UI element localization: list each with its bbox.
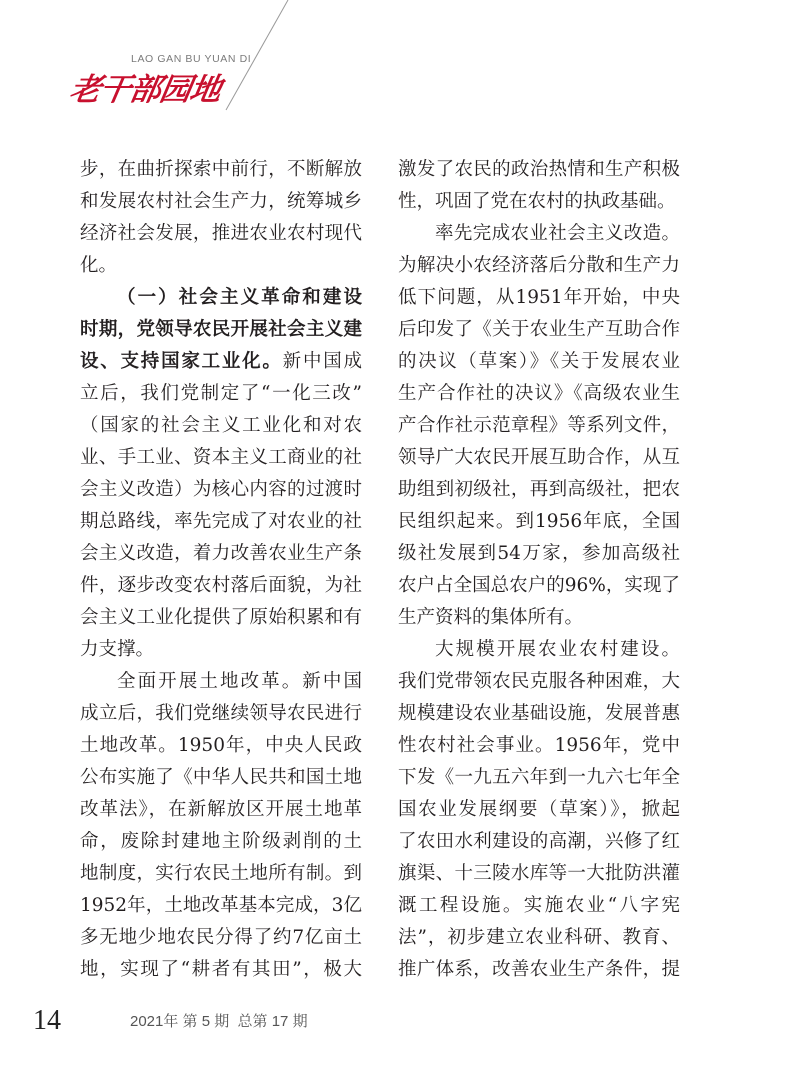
text-line: 级社发展到54万家，参加高级社 (398, 543, 680, 564)
text-line (80, 346, 362, 378)
text-line: 激发了农民的政治热情和生产积极 (398, 159, 680, 180)
paragraph-lead-line: 大规模开展农业农村建设。 (435, 639, 680, 660)
text-line: 下发《一九五六年到一九六七年全 (398, 767, 680, 788)
section-heading-line: 时期，党领导农民开展社会主义建 (80, 319, 362, 340)
issue-info: 2021年 第 5 期 总第 17 期 (130, 1013, 308, 1030)
text-line: 成立后，我们党继续领导农民进行 (80, 703, 362, 724)
text-line: 会主义改造，着力改善农业生产条 (80, 543, 362, 564)
section-heading-line: （一）社会主义革命和建设 (117, 287, 362, 308)
text-line: （国家的社会主义工业化和对农 (80, 415, 362, 436)
text-line: 性，巩固了党在农村的执政基础。 (398, 191, 676, 212)
text-line: 地制度，实行农民土地所有制。到 (80, 863, 362, 884)
text-line: 的决议（草案）》《关于发展农业 (398, 351, 680, 372)
text-line: 民组织起来。到1956年底，全国 (398, 511, 680, 532)
text-line: 公布实施了《中华人民共和国土地 (80, 767, 362, 788)
text-line: 后印发了《关于农业生产互助合作 (398, 319, 680, 340)
text-line: 步，在曲折探索中前行，不断解放 (80, 159, 362, 180)
text-line: 命，废除封建地主阶级剥削的土 (80, 831, 362, 852)
section-heading-end: 设、支持国家工业化。 (80, 351, 283, 372)
text-line: 旗渠、十三陵水库等一大批防洪灌 (398, 863, 680, 884)
text-line: 推广体系，改善农业生产条件，提 (398, 959, 680, 980)
paragraph-lead-line: 全面开展土地改革。新中国 (117, 671, 362, 692)
brand-logo-chinese: 老干部园地 (66, 72, 224, 108)
text-line: 了农田水利建设的高潮，兴修了红 (398, 831, 680, 852)
right-text-column (398, 154, 680, 986)
text-line: 领导广大农民开展互助合作，从互 (398, 447, 680, 468)
text-line: 性农村社会事业。1956年，党中 (398, 735, 680, 756)
header-diagonal-rule (220, 0, 295, 115)
text-line: 经济社会发展，推进农业农村现代 (80, 223, 362, 244)
text-line: 多无地少地农民分得了约7亿亩土 (80, 927, 362, 948)
text-line: 件，逐步改变农村落后面貌，为社 (80, 575, 362, 596)
left-text-column (80, 154, 362, 986)
paragraph-lead-line: 率先完成农业社会主义改造。 (435, 223, 680, 244)
text-line: 力支撑。 (80, 639, 155, 660)
text-segment: 新中国成 (282, 351, 362, 372)
text-line: 产合作社示范章程》等系列文件， (398, 415, 680, 436)
text-line: 期总路线，率先完成了对农业的社 (80, 511, 362, 532)
text-line: 会主义工业化提供了原始积累和有 (80, 607, 362, 628)
text-line: 为解决小农经济落后分散和生产力 (398, 255, 680, 276)
text-line: 溉工程设施。实施农业“八字宪 (398, 895, 680, 916)
text-line: 化。 (80, 255, 118, 276)
text-line: 业、手工业、资本主义工商业的社 (80, 447, 362, 468)
brand-english-name: LAO GAN BU YUAN DI (131, 53, 252, 65)
text-line: 农户占全国总农户的96%，实现了 (398, 575, 680, 596)
text-line: 低下问题，从1951年开始，中央 (398, 287, 680, 308)
text-line: 助组到初级社，再到高级社，把农 (398, 479, 680, 500)
text-line: 法”，初步建立农业科研、教育、 (398, 927, 680, 948)
text-line: 立后，我们党制定了“一化三改” (80, 383, 362, 404)
text-line: 土地改革。1950年，中央人民政 (80, 735, 362, 756)
text-line: 生产资料的集体所有。 (398, 607, 584, 628)
text-line: 会主义改造）为核心内容的过渡时 (80, 479, 362, 500)
text-line: 1952年，土地改革基本完成，3亿 (80, 895, 362, 916)
text-line: 地，实现了“耕者有其田”，极大 (80, 959, 362, 980)
text-line: 国农业发展纲要（草案）》，掀起 (398, 799, 680, 820)
text-line: 和发展农村社会生产力，统筹城乡 (80, 191, 362, 212)
page-number: 14 (33, 1005, 61, 1036)
text-line: 生产合作社的决议》《高级农业生 (398, 383, 680, 404)
text-line: 规模建设农业基础设施，发展普惠 (398, 703, 680, 724)
text-line: 改革法》，在新解放区开展土地革 (80, 799, 362, 820)
text-line: 我们党带领农民克服各种困难，大 (398, 671, 680, 692)
